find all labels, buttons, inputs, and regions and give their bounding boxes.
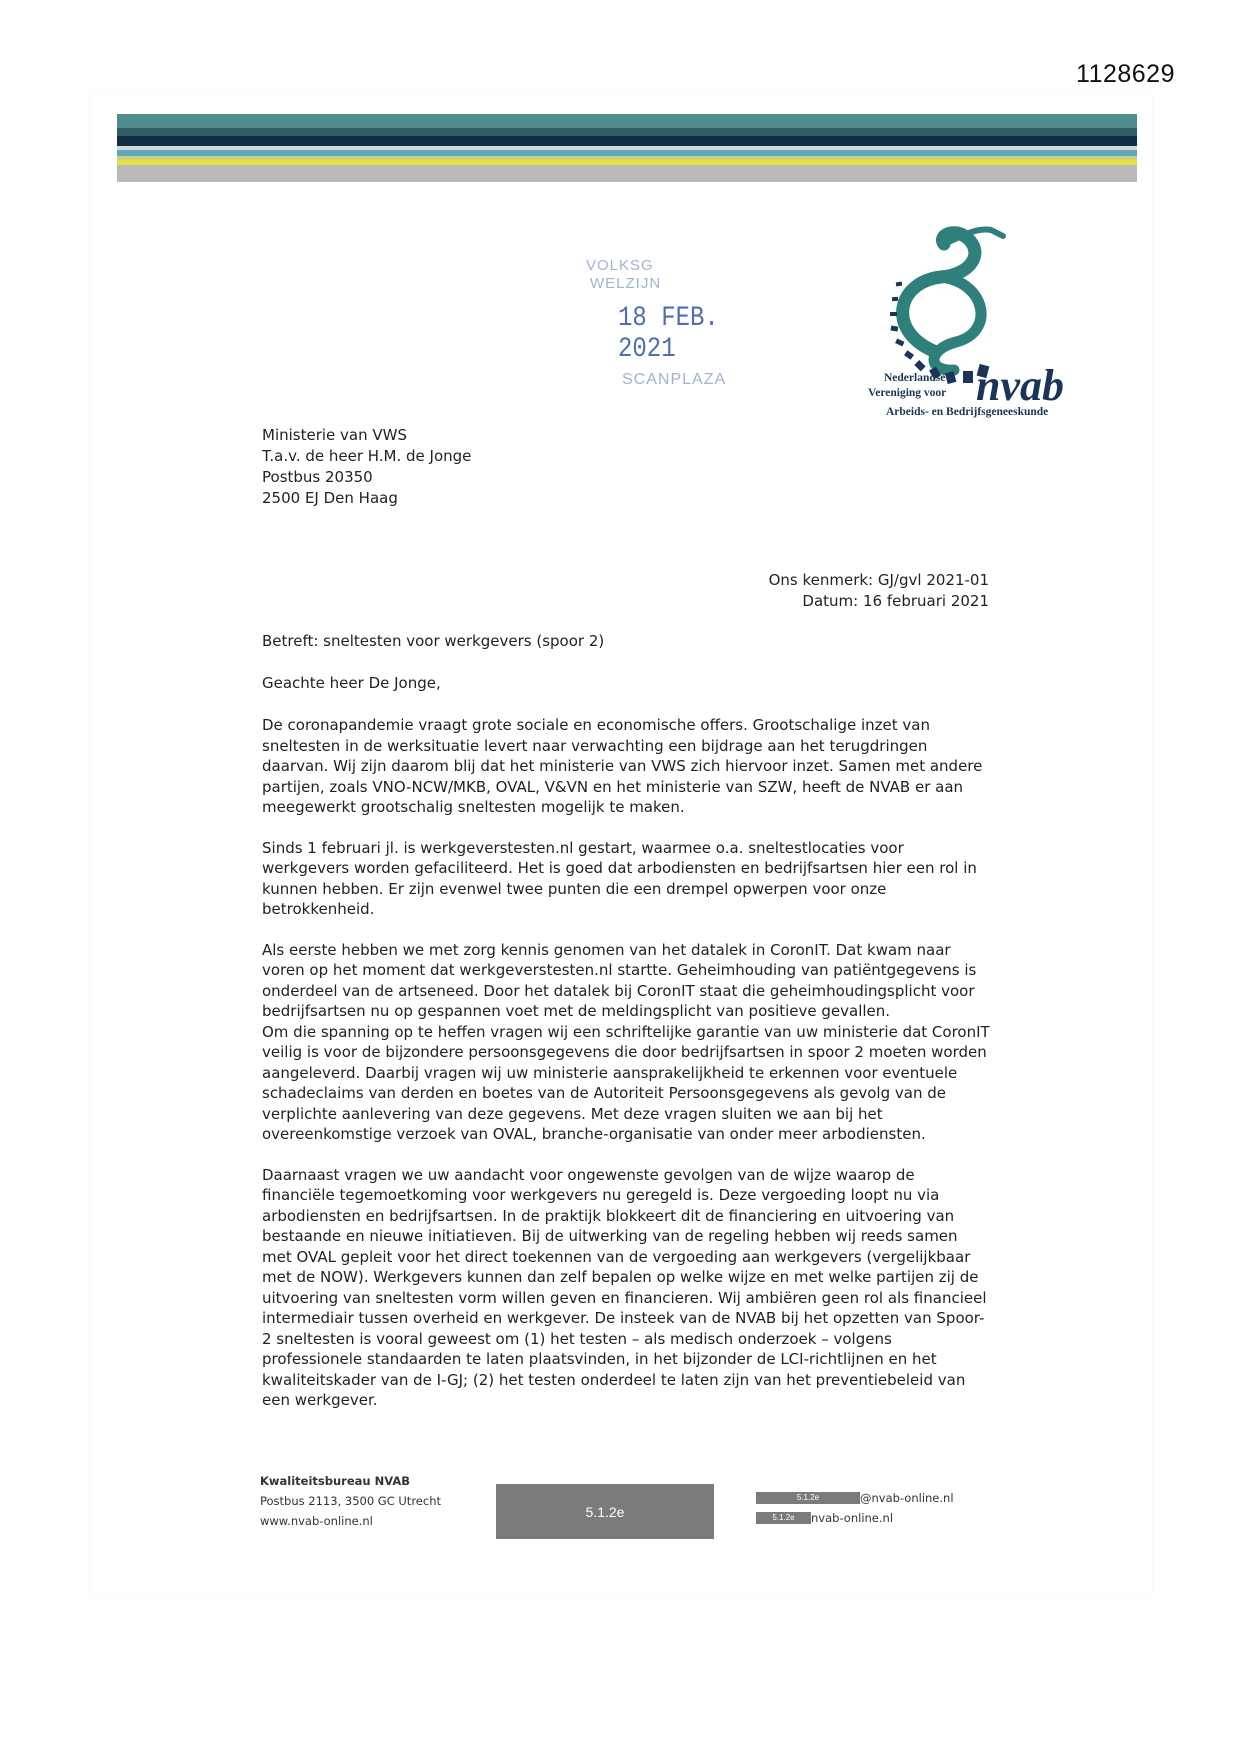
logo-line-3: Arbeids- en Bedrijfsgeneeskunde — [886, 406, 1049, 418]
reference-kenmerk: Ons kenmerk: GJ/gvl 2021-01 — [768, 571, 989, 589]
paragraph-2: Sinds 1 februari jl. is werkgeverstesten.nl gestart, waarmee o.a. sneltestlocaties voor werkgevers worden gefaciliteerd. Het is goed dat arbodiensten en bedrijfsartsen hier een rol in kunnen hebben. Er zijn evenwel twee punten die een drempel opwerpen voor onze betrokkenheid. — [262, 838, 977, 918]
paragraph-4: Om die spanning op te heffen vragen wij een schriftelijke garantie van uw ministerie dat CoronIT veilig is voor de bijzondere persoonsgegevens die door bedrijfsartsen in spoor 2 moeten worden aangeleverd. Daarbij vragen wij uw ministerie aansprakelijkheid te erkennen voor eventuele schadeclaims van derden en boetes van de Autoriteit Persoonsgegevens als gevolg van de verplichte aanlevering van deze gegevens. Met deze vragen sluiten we aan bij het overeenkomstige verzoek van OVAL, branche-organisatie van onder meer arbodiensten. — [262, 1022, 990, 1143]
address-line-4: 2500 EJ Den Haag — [262, 489, 398, 507]
address-line-1: Ministerie van VWS — [262, 426, 407, 444]
nvab-logo-text — [868, 361, 1098, 432]
paragraph-5: Daarnaast vragen we uw aandacht voor ongewenste gevolgen van de wijze waarop de financiële tegemoetkoming voor werkgevers nu geregeld is. Deze vergoeding loopt nu via arbodiensten en bedrijfsartsen. In de praktijk blokkeert dit de financiering en uitvoering van bestaande en nieuwe initiatieven. Bij de uitwerking van de regeling hebben wij reeds samen met OVAL gepleit voor het direct toekennen van de vergoeding aan werkgevers (vergelijkbaar met de NOW). Werkgevers kunnen dan zelf bepalen op welke wijze en met welke partijen zij de uitvoering van sneltesten vorm willen geven en financieren. Wij ambiëren geen rol als financieel intermediair tussen overheid en werkgever. De insteek van de NVAB bij het opzetten van Spoor-2 sneltesten is vooral geweest om (1) het testen – als medisch onderzoek – volgens professionele standaarden te laten plaatsvinden, in het bijzonder de LCI-richtlijnen en het kwaliteitskader van de I-GJ; (2) het testen onderdeel te laten zijn van het preventiebeleid van een werkgever. — [262, 1165, 987, 1409]
logo-wordmark: nvab — [976, 361, 1064, 410]
footer-org: Kwaliteitsbureau NVAB — [260, 1474, 411, 1488]
email-1-suffix: @nvab-online.nl — [860, 1491, 954, 1505]
footer-contacts — [756, 1488, 954, 1528]
received-stamp — [586, 257, 786, 387]
footer-postbus: Postbus 2113, 3500 GC Utrecht — [260, 1494, 441, 1508]
reference-datum: Datum: 16 februari 2021 — [802, 592, 989, 610]
email-2-suffix: nvab-online.nl — [811, 1511, 894, 1525]
redaction-inline-1: 5.1.2e — [756, 1492, 860, 1504]
footer-email-2[interactable] — [756, 1508, 954, 1528]
letterhead-stripes — [117, 114, 1137, 182]
logo-line-1: Nederlandse — [884, 372, 946, 384]
letter-body — [262, 715, 992, 1431]
letter-subject: Betreft: sneltesten voor werkgevers (spoor 2) — [262, 632, 605, 650]
footer-website[interactable]: www.nvab-online.nl — [260, 1514, 373, 1528]
document-id: 1128629 — [1076, 60, 1175, 88]
address-line-2: T.a.v. de heer H.M. de Jonge — [262, 447, 472, 465]
redaction-inline-2: 5.1.2e — [756, 1512, 811, 1524]
letter-salutation: Geachte heer De Jonge, — [262, 674, 441, 692]
stamp-date: 18 FEB. 2021 — [618, 303, 719, 366]
stamp-scanplaza: SCANPLAZA — [622, 371, 727, 388]
recipient-address — [262, 425, 471, 509]
paragraph-1: De coronapandemie vraagt grote sociale en economische offers. Grootschalige inzet van sneltesten in de werksituatie levert naar verwachting een bijdrage aan het terugdringen daarvan. Wij zijn daarom blij dat het ministerie van VWS zich hiervoor inzet. Samen met andere partijen, zoals VNO-NCW/MKB, OVAL, V&VN en het ministerie van SZW, heeft de NVAB er aan meegewerkt grootschalig sneltesten mogelijk te maken. — [262, 716, 983, 816]
footer-address — [260, 1471, 441, 1531]
stamp-line-2: WELZIJN — [590, 275, 662, 292]
logo-line-2: Vereniging voor — [868, 387, 947, 399]
paragraph-3: Als eerste hebben we met zorg kennis genomen van het datalek in CoronIT. Dat kwam naar voren op het moment dat werkgeverstesten.nl startte. Geheimhouding van patiëntgegevens is onderdeel van de artseneed. Door het datalek bij CoronIT staat die geheimhoudingsplicht voor bedrijfsartsen nu op gespannen voet met de meldingsplicht van positieve gevallen. — [262, 940, 977, 1020]
address-line-3: Postbus 20350 — [262, 468, 373, 486]
redaction-box: 5.1.2e — [496, 1484, 714, 1539]
footer-email-1[interactable] — [756, 1488, 954, 1508]
stamp-line-1: VOLKSG — [586, 257, 654, 274]
letter-references — [769, 570, 989, 612]
